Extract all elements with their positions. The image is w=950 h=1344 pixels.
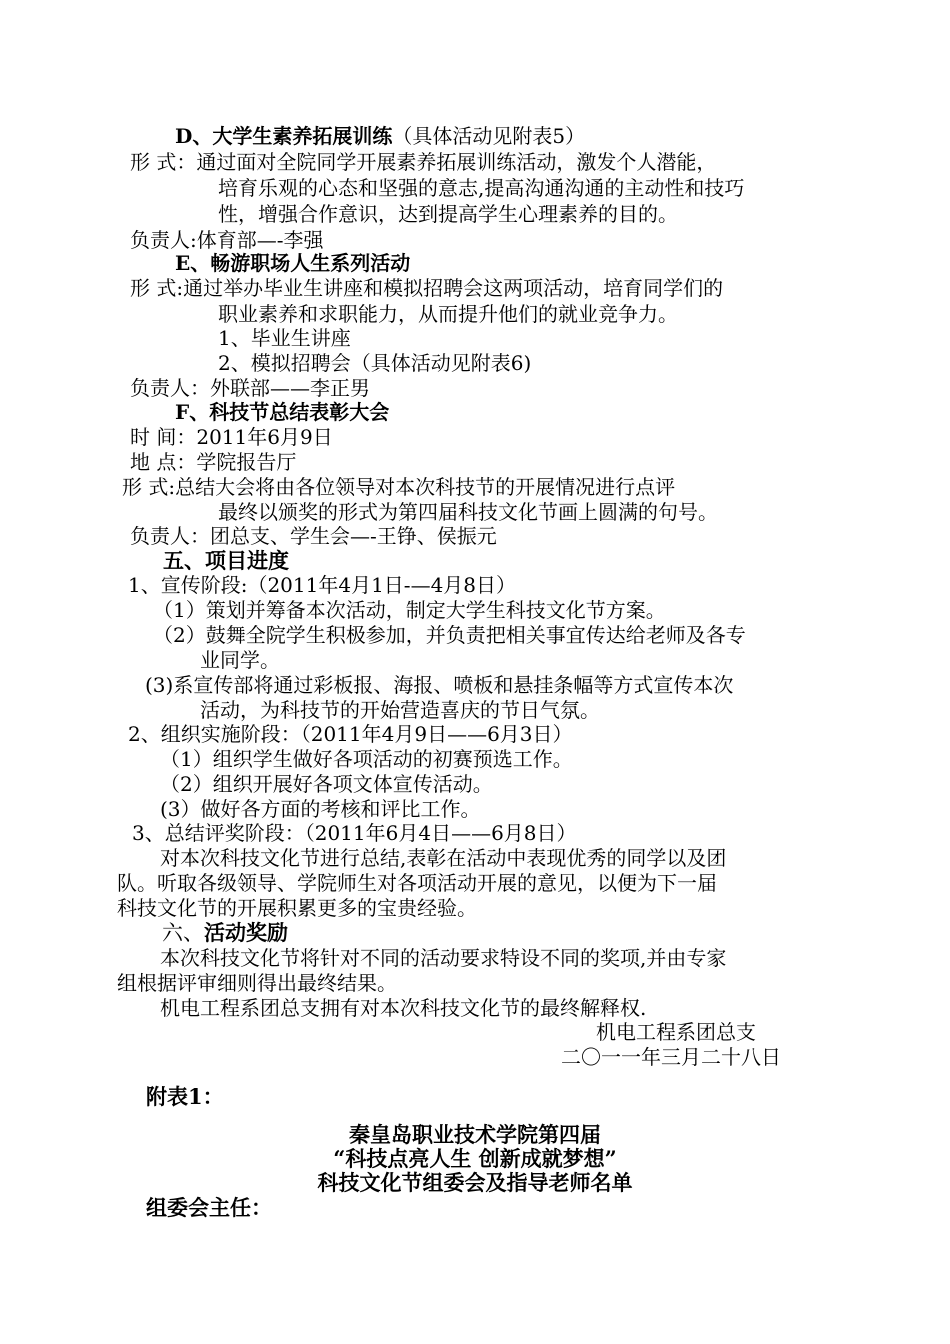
section-d-form-line-2: 培育乐观的心态和坚强的意志,提高沟通沟通的主动性和技巧 xyxy=(218,176,745,200)
progress-stage-2: 2、组织实施阶段：（2011年4月9日——6月3日） xyxy=(128,722,573,746)
section-e-item-2: 2、模拟招聘会（具体活动见附表6) xyxy=(218,351,532,375)
section-f-form-line-2: 最终以颁奖的形式为第四届科技文化节画上圆满的句号。 xyxy=(218,500,718,524)
progress-stage-3-text-line-3: 科技文化节的开展积累更多的宝贵经验。 xyxy=(117,896,477,920)
progress-stage-3-text-line-2: 队。听取各级领导、学院师生对各项活动开展的意见，以便为下一届 xyxy=(117,871,717,895)
section-d-heading xyxy=(175,124,585,148)
progress-stage-1-item-2-line-1: （2）鼓舞全院学生积极参加，并负责把相关事宜传达给老师及各专 xyxy=(153,623,746,647)
section-d-form-line-3: 性，增强合作意识，达到提高学生心理素养的目的。 xyxy=(218,202,678,226)
awards-text-line-2: 组根据评审细则得出最终结果。 xyxy=(117,971,397,995)
section-f-place: 地 点：学院报告厅 xyxy=(130,450,297,474)
section-e-item-1: 1、毕业生讲座 xyxy=(218,326,351,350)
section-e-form-line-1: 形 式:通过举办毕业生讲座和模拟招聘会这两项活动，培育同学们的 xyxy=(130,276,724,300)
section-d-title: D、大学生素养拓展训练 xyxy=(175,124,393,148)
signature-organization: 机电工程系团总支 xyxy=(596,1020,756,1044)
progress-stage-1-item-2-line-2: 业同学。 xyxy=(200,648,280,672)
annex-title-line-1: 秦皇岛职业技术学院第四届 xyxy=(349,1122,601,1147)
progress-stage-1-item-3-line-1: (3)系宣传部将通过彩板报、海报、喷板和悬挂条幅等方式宣传本次 xyxy=(145,673,734,697)
section-f-time: 时 间：2011年6月9日 xyxy=(130,425,333,449)
progress-stage-1-item-1: （1）策划并筹备本次活动，制定大学生科技文化节方案。 xyxy=(153,598,666,622)
progress-stage-1: 1、宣传阶段:（2011年4月1日-—4月8日） xyxy=(128,573,517,597)
section-f-heading: F、科技节总结表彰大会 xyxy=(175,400,390,424)
awards-text-line-1: 本次科技文化节将针对不同的活动要求特设不同的奖项,并由专家 xyxy=(160,946,727,970)
section-f-owner: 负责人：团总支、学生会—-王铮、侯振元 xyxy=(130,524,497,548)
progress-stage-3: 3、总结评奖阶段：（2011年6月4日——6月8日） xyxy=(132,821,577,845)
section-6-heading xyxy=(162,921,288,945)
progress-stage-2-item-1: （1）组织学生做好各项活动的初赛预选工作。 xyxy=(160,747,573,771)
progress-stage-2-item-2: （2）组织开展好各项文体宣传活动。 xyxy=(160,772,493,796)
section-d-note: （具体活动见附表5） xyxy=(392,124,586,148)
awards-text-line-3: 机电工程系团总支拥有对本次科技文化节的最终解释权. xyxy=(160,996,647,1020)
signature-date: 二〇一一年三月二十八日 xyxy=(561,1045,781,1069)
section-6-title: 活动奖励 xyxy=(204,920,288,945)
section-5-heading: 五、项目进度 xyxy=(163,548,289,573)
section-e-heading: E、畅游职场人生系列活动 xyxy=(175,251,411,275)
annex-title-line-3: 科技文化节组委会及指导老师名单 xyxy=(317,1170,633,1195)
section-d-form-line-1: 形 式：通过面对全院同学开展素养拓展训练活动，激发个人潜能， xyxy=(130,150,717,174)
section-f-form-line-1: 形 式:总结大会将由各位领导对本次科技节的开展情况进行点评 xyxy=(122,475,676,499)
section-e-owner: 负责人：外联部——李正男 xyxy=(130,376,370,400)
progress-stage-1-item-3-line-2: 活动，为科技节的开始营造喜庆的节日气氛。 xyxy=(200,698,600,722)
progress-stage-3-text-line-1: 对本次科技文化节进行总结,表彰在活动中表现优秀的同学以及团 xyxy=(160,846,727,870)
progress-stage-2-item-3: (3）做好各方面的考核和评比工作。 xyxy=(160,797,481,821)
section-d-owner: 负责人:体育部—-李强 xyxy=(130,228,324,252)
committee-chair-label: 组委会主任： xyxy=(146,1195,272,1220)
annex-label: 附表1： xyxy=(146,1084,224,1109)
annex-title-line-2: “科技点亮人生 创新成就梦想” xyxy=(333,1146,617,1171)
section-e-form-line-2: 职业素养和求职能力，从而提升他们的就业竞争力。 xyxy=(218,302,678,326)
section-6-number: 六、 xyxy=(162,921,204,945)
